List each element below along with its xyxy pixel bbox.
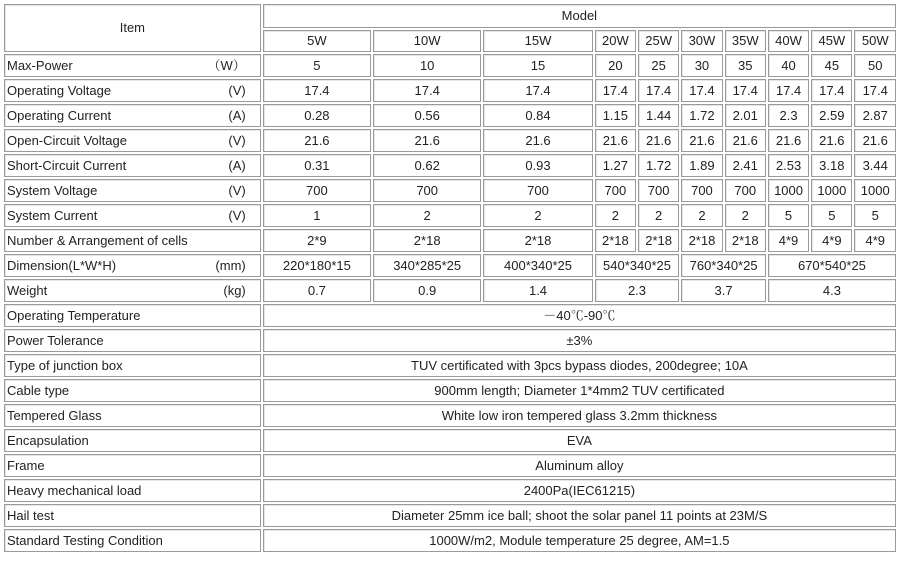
table-cell: 21.6 bbox=[373, 129, 481, 152]
row-label bbox=[4, 154, 261, 177]
table-cell: 17.4 bbox=[373, 79, 481, 102]
table-cell: 17.4 bbox=[595, 79, 636, 102]
table-row bbox=[4, 379, 896, 402]
row-label bbox=[4, 279, 261, 302]
row-name: Short-Circuit Current bbox=[7, 157, 127, 173]
table-cell: 45 bbox=[811, 54, 852, 77]
table-cell: 400*340*25 bbox=[483, 254, 592, 277]
table-cell: 21.6 bbox=[595, 129, 636, 152]
row-unit: (V) bbox=[228, 182, 246, 198]
table-cell: 3.44 bbox=[854, 154, 896, 177]
row-name: Tempered Glass bbox=[4, 404, 261, 427]
row-label bbox=[4, 129, 261, 152]
table-row bbox=[4, 429, 896, 452]
model-50w: 50W bbox=[854, 30, 896, 52]
table-cell: 2.53 bbox=[768, 154, 809, 177]
spec-value: ±3% bbox=[263, 329, 896, 352]
table-row bbox=[4, 404, 896, 427]
table-cell: 17.4 bbox=[854, 79, 896, 102]
table-cell: 30 bbox=[681, 54, 722, 77]
table-cell: 1.44 bbox=[638, 104, 679, 127]
value-rows bbox=[4, 54, 896, 252]
table-cell: 21.6 bbox=[263, 129, 371, 152]
table-row bbox=[4, 354, 896, 377]
spec-value: －40℃-90℃ bbox=[263, 304, 896, 327]
table-cell: 15 bbox=[483, 54, 592, 77]
table-cell: 17.4 bbox=[263, 79, 371, 102]
table-row bbox=[4, 504, 896, 527]
table-row bbox=[4, 479, 896, 502]
model-header: Model bbox=[263, 4, 896, 28]
row-label bbox=[4, 79, 261, 102]
row-name: Dimension(L*W*H) bbox=[7, 257, 117, 273]
table-cell: 21.6 bbox=[811, 129, 852, 152]
row-name: Standard Testing Condition bbox=[4, 529, 261, 552]
table-row bbox=[4, 329, 896, 352]
table-cell: 21.6 bbox=[854, 129, 896, 152]
table-row bbox=[4, 54, 896, 77]
model-45w: 45W bbox=[811, 30, 852, 52]
table-cell: 2 bbox=[483, 204, 592, 227]
table-cell: 2*18 bbox=[595, 229, 636, 252]
row-unit: (V) bbox=[228, 132, 246, 148]
row-name: Weight bbox=[7, 282, 48, 298]
table-cell: 2*18 bbox=[681, 229, 722, 252]
table-row bbox=[4, 104, 896, 127]
spec-value: 2400Pa(IEC61215) bbox=[263, 479, 896, 502]
model-30w: 30W bbox=[681, 30, 722, 52]
table-row bbox=[4, 204, 896, 227]
table-cell: 10 bbox=[373, 54, 481, 77]
row-unit: (A) bbox=[228, 157, 246, 173]
table-cell: 17.4 bbox=[681, 79, 722, 102]
table-cell: 4*9 bbox=[854, 229, 896, 252]
item-header: Item bbox=[4, 4, 261, 52]
table-cell: 2*18 bbox=[638, 229, 679, 252]
table-cell: 17.4 bbox=[483, 79, 592, 102]
spec-value: EVA bbox=[263, 429, 896, 452]
table-cell: 5 bbox=[811, 204, 852, 227]
spec-value: TUV certificated with 3pcs bypass diodes, 200degree; 10A bbox=[263, 354, 896, 377]
row-label bbox=[4, 104, 261, 127]
table-cell: 700 bbox=[638, 179, 679, 202]
row-name: System Voltage bbox=[7, 182, 98, 198]
row-label bbox=[4, 254, 261, 277]
model-5w: 5W bbox=[263, 30, 371, 52]
table-cell: 1.89 bbox=[681, 154, 722, 177]
table-cell: 5 bbox=[854, 204, 896, 227]
row-name: Heavy mechanical load bbox=[4, 479, 261, 502]
table-cell: 40 bbox=[768, 54, 809, 77]
table-cell: 17.4 bbox=[725, 79, 766, 102]
spec-rows bbox=[4, 304, 896, 552]
table-cell: 1000 bbox=[854, 179, 896, 202]
table-cell: 2.3 bbox=[595, 279, 680, 302]
model-20w: 20W bbox=[595, 30, 636, 52]
row-unit: (kg) bbox=[223, 282, 246, 298]
row-unit: （W） bbox=[207, 57, 246, 73]
table-cell: 20 bbox=[595, 54, 636, 77]
table-cell: 4*9 bbox=[768, 229, 809, 252]
table-cell: 670*540*25 bbox=[768, 254, 896, 277]
table-cell: 0.31 bbox=[263, 154, 371, 177]
table-cell: 220*180*15 bbox=[263, 254, 371, 277]
table-cell: 0.93 bbox=[483, 154, 592, 177]
spec-value: White low iron tempered glass 3.2mm thickness bbox=[263, 404, 896, 427]
table-cell: 1.72 bbox=[638, 154, 679, 177]
table-row bbox=[4, 304, 896, 327]
table-cell: 2.87 bbox=[854, 104, 896, 127]
table-cell: 540*340*25 bbox=[595, 254, 680, 277]
table-cell: 1000 bbox=[811, 179, 852, 202]
table-cell: 1 bbox=[263, 204, 371, 227]
table-cell: 25 bbox=[638, 54, 679, 77]
spec-value: 1000W/m2, Module temperature 25 degree, AM=1.5 bbox=[263, 529, 896, 552]
row-name: Operating Current bbox=[7, 107, 112, 123]
table-cell: 0.56 bbox=[373, 104, 481, 127]
table-cell: 5 bbox=[263, 54, 371, 77]
table-cell: 21.6 bbox=[768, 129, 809, 152]
table-cell: 0.62 bbox=[373, 154, 481, 177]
spec-value: Diameter 25mm ice ball; shoot the solar panel 11 points at 23M/S bbox=[263, 504, 896, 527]
table-cell: 340*285*25 bbox=[373, 254, 481, 277]
table-cell: 700 bbox=[373, 179, 481, 202]
specification-table bbox=[2, 2, 898, 554]
model-35w: 35W bbox=[725, 30, 766, 52]
table-cell: 1.27 bbox=[595, 154, 636, 177]
row-label bbox=[4, 54, 261, 77]
table-cell: 0.28 bbox=[263, 104, 371, 127]
dimension-row bbox=[4, 254, 896, 277]
row-name: Max-Power bbox=[7, 57, 73, 73]
table-cell: 700 bbox=[681, 179, 722, 202]
row-name: Encapsulation bbox=[4, 429, 261, 452]
row-name: Type of junction box bbox=[4, 354, 261, 377]
model-40w: 40W bbox=[768, 30, 809, 52]
table-cell: 2*18 bbox=[725, 229, 766, 252]
table-cell: 5 bbox=[768, 204, 809, 227]
table-cell: 1.4 bbox=[483, 279, 592, 302]
table-cell: 17.4 bbox=[768, 79, 809, 102]
table-cell: 700 bbox=[263, 179, 371, 202]
table-cell: 2 bbox=[373, 204, 481, 227]
row-unit: (mm) bbox=[215, 257, 246, 273]
table-row bbox=[4, 154, 896, 177]
weight-row bbox=[4, 279, 896, 302]
table-cell: 1.72 bbox=[681, 104, 722, 127]
table-cell: 21.6 bbox=[638, 129, 679, 152]
table-row bbox=[4, 454, 896, 477]
table-cell: 4*9 bbox=[811, 229, 852, 252]
table-cell: 2 bbox=[681, 204, 722, 227]
table-cell: 21.6 bbox=[681, 129, 722, 152]
table-cell: 3.7 bbox=[681, 279, 766, 302]
table-cell: 2.59 bbox=[811, 104, 852, 127]
table-cell: 760*340*25 bbox=[681, 254, 766, 277]
table-cell: 1.15 bbox=[595, 104, 636, 127]
row-name: Open-Circuit Voltage bbox=[7, 132, 127, 148]
table-cell: 2*18 bbox=[483, 229, 592, 252]
table-row bbox=[4, 529, 896, 552]
model-25w: 25W bbox=[638, 30, 679, 52]
table-cell: 2 bbox=[725, 204, 766, 227]
table-row bbox=[4, 229, 896, 252]
row-name: Power Tolerance bbox=[4, 329, 261, 352]
table-cell: 21.6 bbox=[483, 129, 592, 152]
row-name: System Current bbox=[7, 207, 98, 223]
row-name: Hail test bbox=[4, 504, 261, 527]
table-row bbox=[4, 179, 896, 202]
row-unit: (A) bbox=[228, 107, 246, 123]
table-cell: 700 bbox=[595, 179, 636, 202]
table-row bbox=[4, 79, 896, 102]
table-cell: 0.9 bbox=[373, 279, 481, 302]
model-10w: 10W bbox=[373, 30, 481, 52]
table-cell: 2.01 bbox=[725, 104, 766, 127]
table-cell: 1000 bbox=[768, 179, 809, 202]
spec-value: 900mm length; Diameter 1*4mm2 TUV certificated bbox=[263, 379, 896, 402]
table-cell: 2*9 bbox=[263, 229, 371, 252]
spec-value: Aluminum alloy bbox=[263, 454, 896, 477]
row-name: Operating Temperature bbox=[4, 304, 261, 327]
table-row bbox=[4, 129, 896, 152]
table-cell: 0.84 bbox=[483, 104, 592, 127]
table-cell: 0.7 bbox=[263, 279, 371, 302]
table-cell: 2*18 bbox=[373, 229, 481, 252]
table-cell: 50 bbox=[854, 54, 896, 77]
row-label bbox=[4, 229, 261, 252]
row-unit: (V) bbox=[228, 207, 246, 223]
table-cell: 17.4 bbox=[638, 79, 679, 102]
table-cell: 3.18 bbox=[811, 154, 852, 177]
table-cell: 2 bbox=[638, 204, 679, 227]
model-15w: 15W bbox=[483, 30, 592, 52]
row-name: Frame bbox=[4, 454, 261, 477]
row-name: Number & Arrangement of cells bbox=[7, 232, 188, 248]
row-name: Cable type bbox=[4, 379, 261, 402]
table-cell: 2 bbox=[595, 204, 636, 227]
row-label bbox=[4, 204, 261, 227]
table-cell: 2.41 bbox=[725, 154, 766, 177]
row-label bbox=[4, 179, 261, 202]
table-cell: 4.3 bbox=[768, 279, 896, 302]
row-unit: (V) bbox=[228, 82, 246, 98]
table-cell: 21.6 bbox=[725, 129, 766, 152]
table-cell: 35 bbox=[725, 54, 766, 77]
row-name: Operating Voltage bbox=[7, 82, 112, 98]
table-cell: 2.3 bbox=[768, 104, 809, 127]
table-cell: 700 bbox=[483, 179, 592, 202]
table-cell: 700 bbox=[725, 179, 766, 202]
table-cell: 17.4 bbox=[811, 79, 852, 102]
